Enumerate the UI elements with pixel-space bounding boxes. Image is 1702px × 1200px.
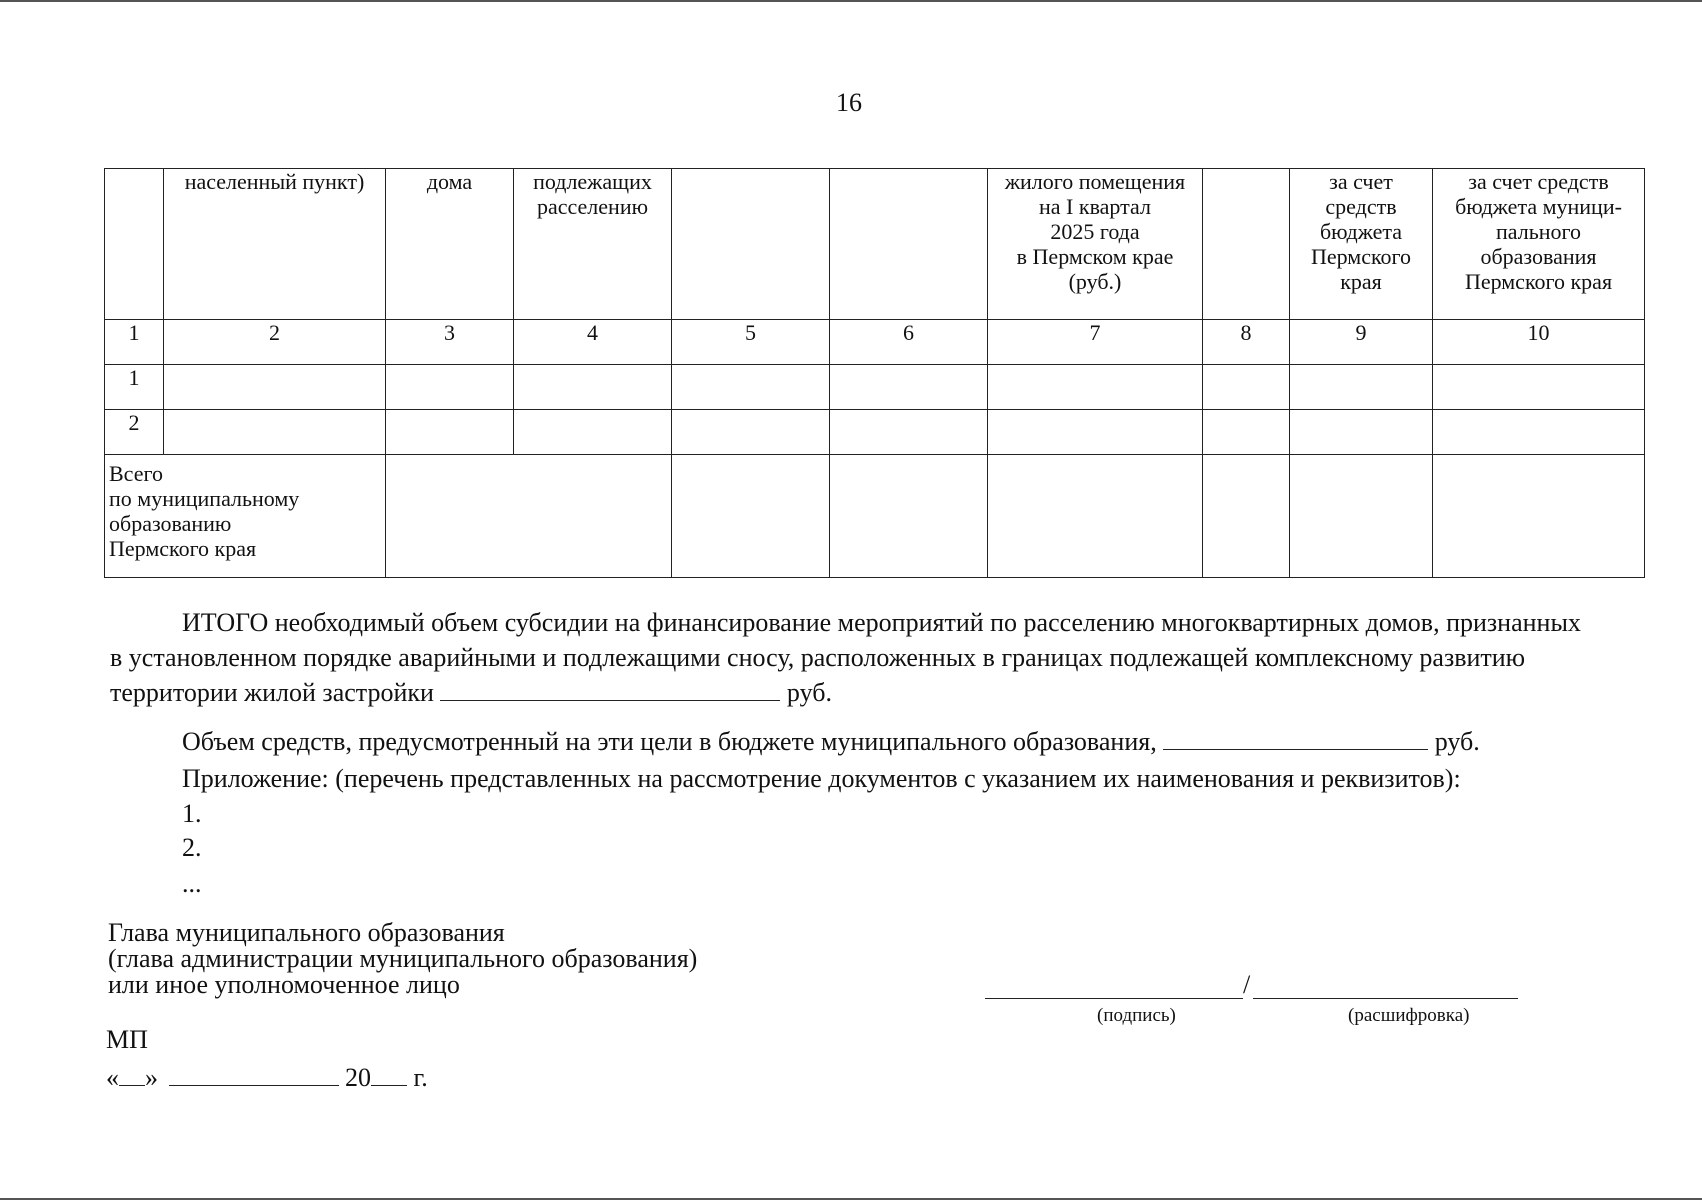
table-cell	[988, 410, 1203, 455]
header-cell	[830, 169, 988, 320]
header-cell: населенный пункт)	[164, 169, 386, 320]
stamp-label: МП	[106, 1025, 148, 1054]
table-cell	[164, 410, 386, 455]
column-number: 4	[514, 320, 672, 365]
table-cell	[1433, 410, 1645, 455]
appendix-item: 1.	[182, 799, 202, 828]
column-number: 7	[988, 320, 1203, 365]
decode-line	[1253, 998, 1518, 999]
year-suffix: г.	[413, 1063, 428, 1092]
top-frame-line	[0, 0, 1702, 2]
table-cell	[672, 410, 830, 455]
table-cell	[514, 410, 672, 455]
table-cell	[386, 410, 514, 455]
year-prefix: 20	[345, 1063, 371, 1092]
table-row	[105, 365, 1645, 410]
table-cell	[1203, 410, 1290, 455]
volume-line	[182, 726, 1480, 758]
signatory-title	[108, 920, 697, 998]
signatory-line: Глава муниципального образования	[108, 918, 505, 947]
table-cell	[514, 365, 672, 410]
decode-caption: (расшифровка)	[1348, 1005, 1470, 1026]
column-number: 3	[386, 320, 514, 365]
quote-open: «	[106, 1063, 119, 1092]
quote-close: »	[145, 1063, 158, 1092]
header-cell: дома	[386, 169, 514, 320]
table-cell	[988, 365, 1203, 410]
total-row	[105, 455, 1645, 578]
day-blank	[119, 1063, 145, 1086]
header-cell: за счет средств бюджета муници- пального образования Пермского края	[1433, 169, 1645, 320]
column-number: 9	[1290, 320, 1433, 365]
header-cell: жилого помещения на I квартал 2025 года в Пермском крае (руб.)	[988, 169, 1203, 320]
column-number: 1	[105, 320, 164, 365]
header-cell	[1203, 169, 1290, 320]
volume-blank	[1163, 727, 1428, 750]
table-cell	[386, 365, 514, 410]
rub-label: руб.	[1428, 727, 1480, 756]
row-number: 1	[105, 365, 164, 410]
table-cell	[164, 365, 386, 410]
total-paragraph	[110, 605, 1590, 710]
rub-label: руб.	[780, 678, 832, 707]
year-blank	[371, 1063, 407, 1086]
table-cell	[1290, 365, 1433, 410]
date-line	[106, 1062, 428, 1094]
page-number: 16	[836, 88, 862, 117]
signatory-line: или иное уполномоченное лицо	[108, 970, 460, 999]
table-header-row	[105, 169, 1645, 320]
table-cell	[1433, 455, 1645, 578]
table-cell	[1433, 365, 1645, 410]
table-row	[105, 410, 1645, 455]
signature-caption: (подпись)	[1097, 1005, 1176, 1026]
table-cell	[830, 410, 988, 455]
table-cell	[1203, 365, 1290, 410]
header-cell	[105, 169, 164, 320]
table-cell	[830, 455, 988, 578]
table-cell	[1290, 455, 1433, 578]
table-cell	[386, 455, 672, 578]
signature-line	[985, 998, 1243, 999]
column-number: 10	[1433, 320, 1645, 365]
appendix-line: Приложение: (перечень представленных на рассмотрение документов с указанием их наименования и реквизитов):	[182, 764, 1461, 793]
column-number: 6	[830, 320, 988, 365]
header-cell: подлежащих расселению	[514, 169, 672, 320]
table-cell	[1290, 410, 1433, 455]
table-cell	[672, 455, 830, 578]
appendix-item: 2.	[182, 833, 202, 862]
header-cell	[672, 169, 830, 320]
table-cell	[988, 455, 1203, 578]
column-number: 5	[672, 320, 830, 365]
table-cell	[830, 365, 988, 410]
month-blank	[169, 1063, 339, 1086]
data-table	[104, 168, 1645, 578]
header-cell: за счет средств бюджета Пермского края	[1290, 169, 1433, 320]
total-text: ИТОГО необходимый объем субсидии на финансирование мероприятий по расселению многоквартирных домов, признанных в установленном порядке аварийными и подлежащими сносу, расположенных в границах подлежащей комплексному развитию территории жилой застройки	[110, 608, 1581, 707]
appendix-item: ...	[182, 869, 202, 898]
table-cell	[1203, 455, 1290, 578]
column-number: 8	[1203, 320, 1290, 365]
column-number: 2	[164, 320, 386, 365]
signatory-line: (глава администрации муниципального образования)	[108, 944, 698, 973]
amount-blank	[440, 678, 780, 701]
table-cell	[672, 365, 830, 410]
signature-block	[985, 970, 1520, 1000]
total-label: Всего по муниципальному образованию Пермского края	[105, 455, 386, 578]
column-number-row	[105, 320, 1645, 365]
signature-slash: /	[1243, 970, 1251, 999]
row-number: 2	[105, 410, 164, 455]
volume-text: Объем средств, предусмотренный на эти цели в бюджете муниципального образования,	[182, 727, 1164, 756]
